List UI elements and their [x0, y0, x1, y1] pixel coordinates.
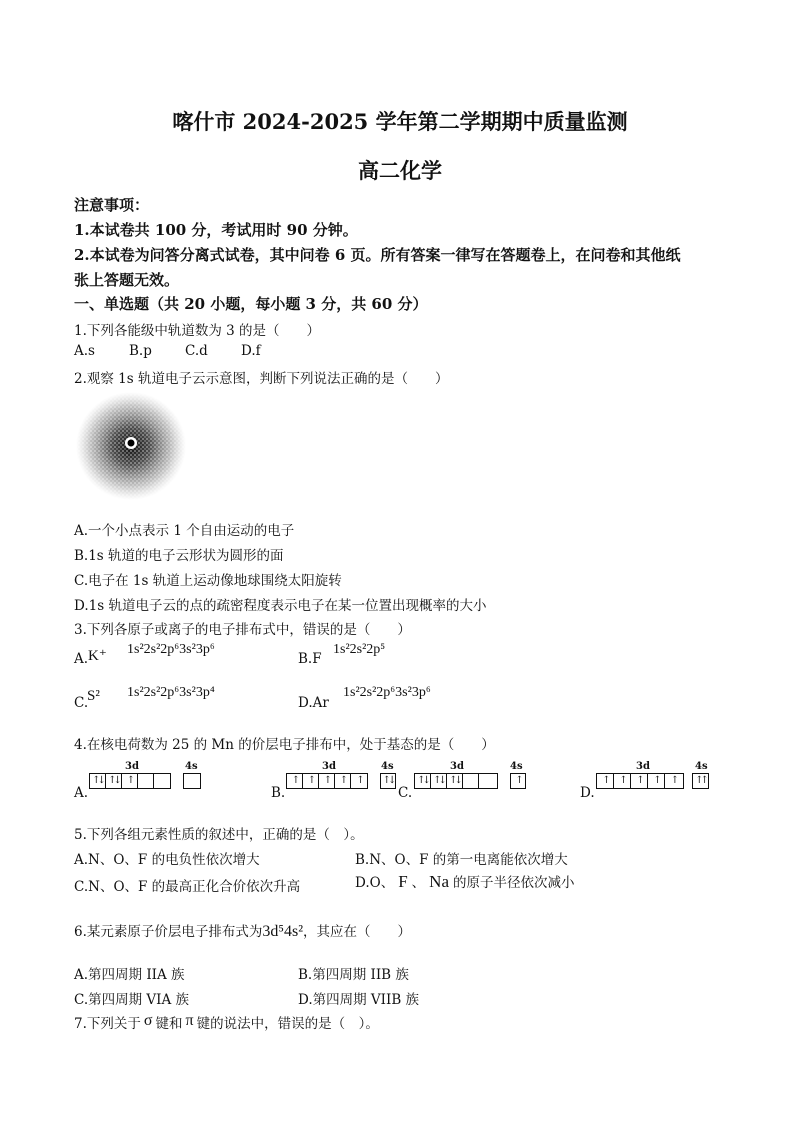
- orbital-box: ↑: [614, 774, 631, 788]
- q7-stem-suffix: 键的说法中，错误的是（ ）。: [196, 1016, 379, 1032]
- orbital-box: ↑↓: [90, 774, 106, 788]
- q4-option-d-label: D.: [580, 785, 595, 801]
- orbital-box: ↑: [631, 774, 648, 788]
- orbital-box: [463, 774, 479, 788]
- q6-option-c: C.第四周期 VIA 族: [74, 992, 190, 1008]
- q7-sigma-symbol: σ: [143, 1012, 153, 1029]
- q5-option-b: B.N、O、F 的第一电离能依次增大: [355, 852, 568, 868]
- orbital-box: ↑↓: [431, 774, 447, 788]
- q6-stem-prefix: 6.某元素原子价层电子排布式为: [74, 924, 263, 940]
- q5-option-d: [355, 871, 575, 892]
- q6-config: 3d⁵4s²: [262, 923, 303, 940]
- q3-option-c-config: 1s²2s²2p⁶3s²3p⁴: [127, 685, 215, 700]
- orbital-box: ↑: [670, 775, 677, 786]
- q5-stem: 5.下列各组元素性质的叙述中，正确的是（ ）。: [74, 827, 364, 843]
- q3-option-d-label: D.Ar: [298, 695, 329, 711]
- q4-option-a-label: A.: [74, 785, 89, 801]
- q3-option-c-species: S²: [87, 688, 100, 704]
- q2-option-a: A.一个小点表示 1 个自由运动的电子: [74, 523, 295, 539]
- q2-option-b: B.1s 轨道的电子云形状为圆形的面: [74, 548, 284, 564]
- orbital-box: ↑: [319, 774, 335, 788]
- orbital-box: ↑: [122, 774, 138, 788]
- q7-stem-mid: 键和: [155, 1016, 183, 1032]
- q6-option-a: A.第四周期 IIA 族: [74, 967, 185, 983]
- exam-title: 喀什市 2024-2025 学年第二学期期中质量监测: [172, 109, 628, 134]
- orbital-4s-label: 4s: [510, 761, 523, 772]
- orbital-box: ↑↓: [447, 774, 463, 788]
- orbital-box: [138, 774, 154, 788]
- q5-option-d-sodium: Na: [429, 872, 449, 891]
- orbital-box: ↑: [335, 774, 351, 788]
- orbital-box: ↑: [648, 774, 665, 788]
- exam-subject: 高二化学: [358, 158, 442, 183]
- orbital-box: ↑: [510, 773, 526, 789]
- q5-option-d-separator: 、: [411, 875, 426, 891]
- orbital-box: ↑↓: [106, 774, 122, 788]
- q3-option-a-species: K⁺: [88, 648, 107, 664]
- q1-stem: 1.下列各能级中轨道数为 3 的是（ ）: [74, 323, 321, 339]
- q2-option-c: C.电子在 1s 轨道上运动像地球围绕太阳旋转: [74, 573, 342, 589]
- note-1: 1.本试卷共 100 分，考试用时 90 分钟。: [74, 221, 358, 239]
- note-2-line2: 张上答题无效。: [74, 271, 180, 289]
- q6-option-b: B.第四周期 IIB 族: [298, 967, 409, 983]
- q2-option-d: D.1s 轨道电子云的点的疏密程度表示电子在某一位置出现概率的大小: [74, 598, 487, 614]
- orbital-box: ↑↓: [380, 773, 396, 789]
- orbital-box: [479, 774, 497, 788]
- orbital-box: ↑: [356, 775, 362, 786]
- orbital-box: ↑: [597, 774, 614, 788]
- q1-option-a: A.s: [74, 343, 95, 359]
- q3-option-c-label: C.: [74, 695, 89, 711]
- q1-option-d: D.f: [241, 343, 261, 359]
- q7-pi-symbol: π: [185, 1012, 194, 1029]
- q3-stem: 3.下列各原子或离子的电子排布式中，错误的是（ ）: [74, 622, 411, 638]
- note-2-line1: 2.本试卷为问答分离式试卷，其中问卷 6 页。所有答案一律写在答题卷上，在问卷和其他纸: [74, 246, 681, 264]
- notes-heading: 注意事项：: [74, 196, 150, 214]
- q5-option-a: A.N、O、F 的电负性依次增大: [74, 852, 260, 868]
- q4-option-b-label: B.: [271, 785, 286, 801]
- orbital-3d-label: 3d: [125, 761, 139, 772]
- q3-option-b-label: B.F: [298, 651, 322, 667]
- orbital-box: [154, 774, 170, 788]
- orbital-3d-label: 3d: [322, 761, 336, 772]
- q3-option-d-config: 1s²2s²2p⁶3s²3p⁶: [343, 685, 431, 700]
- q7-stem-prefix: 7.下列关于: [74, 1016, 141, 1032]
- q6-stem-suffix: ，其应在（ ）: [303, 924, 411, 940]
- q3-option-a-label: A.: [74, 651, 89, 667]
- orbital-3d-label: 3d: [636, 761, 650, 772]
- orbital-box: ↑: [287, 774, 303, 788]
- orbital-4s-label: 4s: [695, 761, 708, 772]
- orbital-4s-label: 4s: [185, 761, 198, 772]
- q5-option-d-fluorine: F: [398, 872, 408, 891]
- q2-stem: 2.观察 1s 轨道电子云示意图，判断下列说法正确的是（ ）: [74, 371, 449, 387]
- q3-option-a-config: 1s²2s²2p⁶3s²3p⁶: [127, 642, 215, 657]
- orbital-4s-label: 4s: [381, 761, 394, 772]
- section-heading: 一、单选题（共 20 小题，每小题 3 分，共 60 分）: [74, 295, 428, 313]
- q3-option-b-config: 1s²2s²2p⁵: [333, 642, 386, 657]
- q6-stem: [74, 920, 411, 941]
- orbital-box: ↑: [303, 774, 319, 788]
- q1-option-b: B.p: [129, 343, 152, 359]
- q5-option-c: C.N、O、F 的最高正化合价依次升高: [74, 879, 301, 895]
- orbital-box: ↑↑: [692, 773, 709, 789]
- q4-option-c-label: C.: [398, 785, 413, 801]
- orbital-3d-label: 3d: [450, 761, 464, 772]
- electron-cloud-figure: [74, 390, 188, 502]
- q7-stem: [74, 1012, 379, 1033]
- orbital-box: [183, 773, 201, 789]
- q5-option-d-prefix: D.O、: [355, 875, 395, 891]
- q1-option-c: C.d: [185, 343, 208, 359]
- q4-stem: 4.在核电荷数为 25 的 Mn 的价层电子排布中，处于基态的是（ ）: [74, 737, 495, 753]
- q5-option-d-suffix: 的原子半径依次减小: [453, 875, 575, 891]
- q6-option-d: D.第四周期 VIIB 族: [298, 992, 420, 1008]
- orbital-box: ↑↓: [415, 774, 431, 788]
